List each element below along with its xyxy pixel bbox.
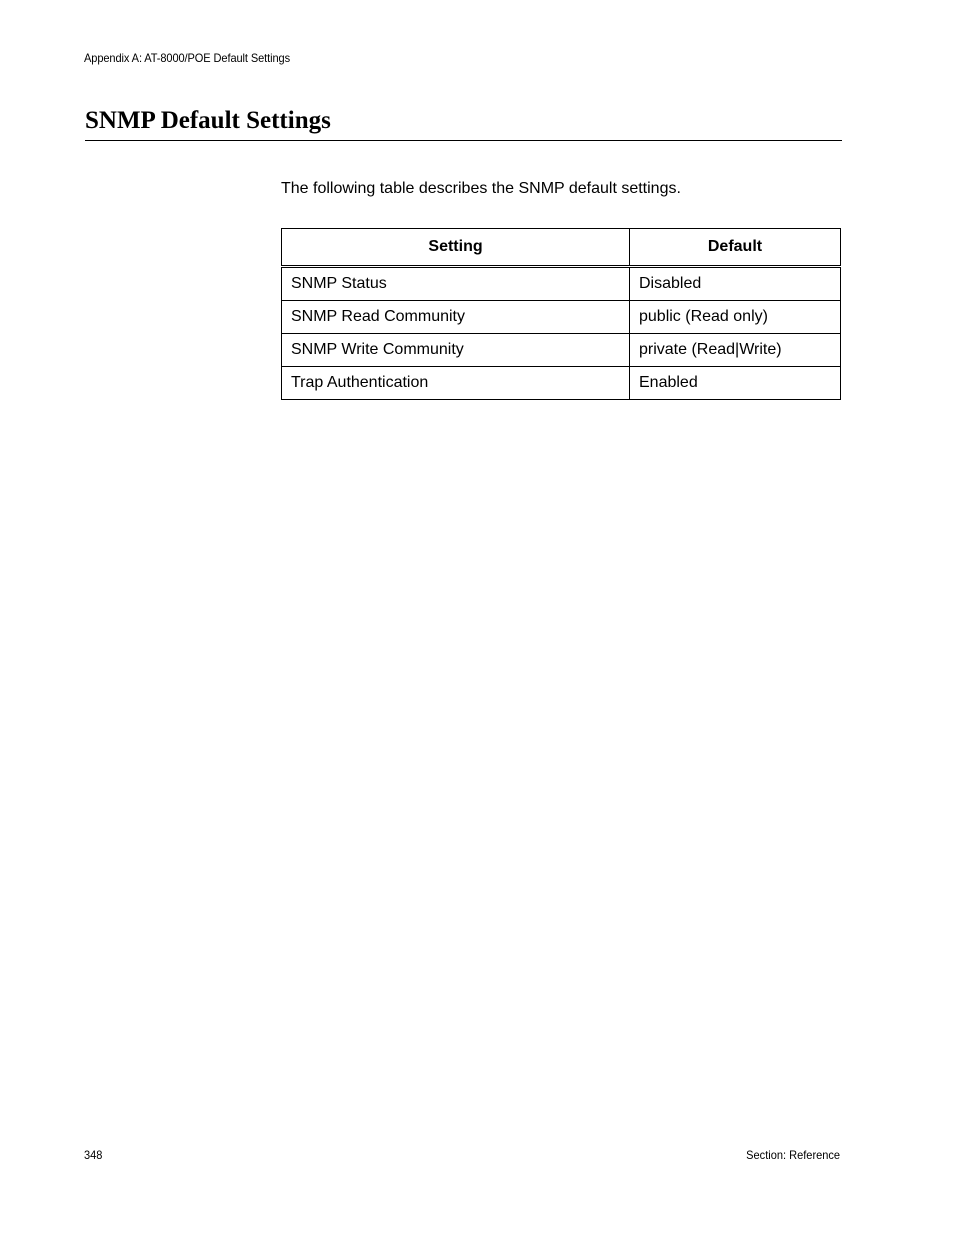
column-header-setting: Setting — [282, 229, 630, 267]
running-header: Appendix A: AT-8000/POE Default Settings — [84, 51, 291, 65]
snmp-settings-table — [281, 228, 841, 400]
table-row — [282, 301, 841, 334]
table-row — [282, 367, 841, 400]
default-cell: Enabled — [630, 367, 841, 400]
section-title: SNMP Default Settings — [85, 106, 842, 141]
section-footer: Section: Reference — [746, 1148, 840, 1162]
setting-cell: SNMP Status — [282, 267, 630, 301]
table-row — [282, 267, 841, 301]
intro-paragraph: The following table describes the SNMP default settings. — [281, 180, 681, 197]
default-cell: public (Read only) — [630, 301, 841, 334]
setting-cell: SNMP Write Community — [282, 334, 630, 367]
setting-cell: SNMP Read Community — [282, 301, 630, 334]
setting-cell: Trap Authentication — [282, 367, 630, 400]
default-cell: Disabled — [630, 267, 841, 301]
page-number: 348 — [84, 1148, 103, 1162]
column-header-default: Default — [630, 229, 841, 267]
table-row — [282, 334, 841, 367]
table-header-row — [282, 229, 841, 267]
default-cell: private (Read|Write) — [630, 334, 841, 367]
